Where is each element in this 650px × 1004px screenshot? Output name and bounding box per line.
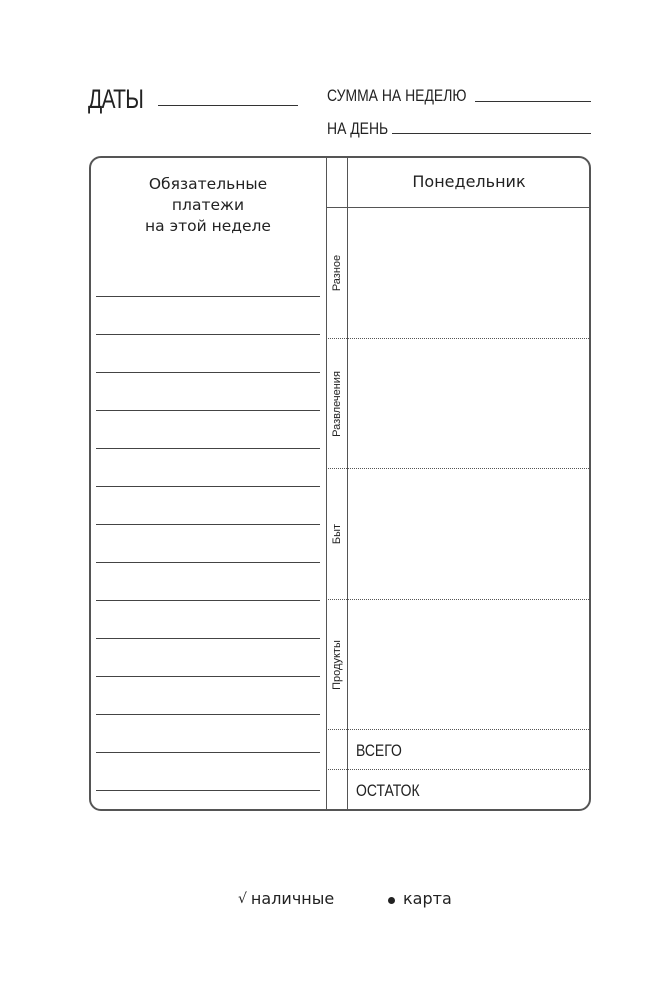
mandatory-payment-line[interactable] — [96, 676, 320, 677]
legend-card-label: карта — [403, 889, 452, 908]
mandatory-payment-line[interactable] — [96, 296, 320, 297]
entertainment-entry-area[interactable] — [349, 339, 589, 468]
category-label: Быт — [331, 523, 344, 545]
mandatory-payment-line[interactable] — [96, 524, 320, 525]
category-misc — [327, 208, 347, 338]
legend-cash — [238, 889, 334, 908]
groceries-entry-area[interactable] — [349, 600, 589, 729]
day-title: Понедельник — [412, 172, 526, 191]
mandatory-payment-line[interactable] — [96, 752, 320, 753]
balance-label: ОСТАТОК — [356, 781, 420, 800]
column-divider — [347, 156, 348, 811]
mandatory-payment-line[interactable] — [96, 372, 320, 373]
category-entertainment — [327, 339, 347, 468]
row-divider — [326, 729, 591, 730]
total-label: ВСЕГО — [356, 741, 402, 760]
check-icon: √ — [238, 890, 247, 907]
category-label: Разное — [331, 254, 344, 292]
week-sum-input-line[interactable] — [475, 101, 591, 102]
category-label: Развлечения — [331, 370, 344, 437]
mandatory-payment-line[interactable] — [96, 790, 320, 791]
misc-entry-area[interactable] — [349, 208, 589, 338]
mandatory-payment-line[interactable] — [96, 448, 320, 449]
per-day-input-line[interactable] — [392, 133, 591, 134]
mandatory-payment-line[interactable] — [96, 600, 320, 601]
mandatory-payment-line[interactable] — [96, 714, 320, 715]
mandatory-payment-line[interactable] — [96, 562, 320, 563]
mandatory-payment-line[interactable] — [96, 638, 320, 639]
bullet-icon — [388, 897, 395, 904]
mandatory-payment-line[interactable] — [96, 486, 320, 487]
mandatory-title-line: платежи — [171, 196, 245, 214]
row-divider — [326, 769, 591, 770]
mandatory-title-line: на этой неделе — [145, 217, 271, 235]
dates-label: ДАТЫ — [88, 84, 144, 114]
mandatory-payment-line[interactable] — [96, 410, 320, 411]
mandatory-title-line: Обязательные — [148, 175, 268, 193]
mandatory-payments-title — [92, 174, 324, 237]
week-sum-label: СУММА НА НЕДЕЛЮ — [327, 86, 467, 105]
category-household — [327, 469, 347, 599]
category-groceries — [327, 600, 347, 729]
per-day-label: НА ДЕНЬ — [327, 119, 389, 138]
legend-cash-label: наличные — [250, 889, 335, 908]
dates-input-line[interactable] — [158, 105, 298, 106]
legend-card — [388, 889, 452, 908]
household-entry-area[interactable] — [349, 469, 589, 599]
mandatory-payment-line[interactable] — [96, 334, 320, 335]
category-label: Продукты — [331, 639, 344, 690]
